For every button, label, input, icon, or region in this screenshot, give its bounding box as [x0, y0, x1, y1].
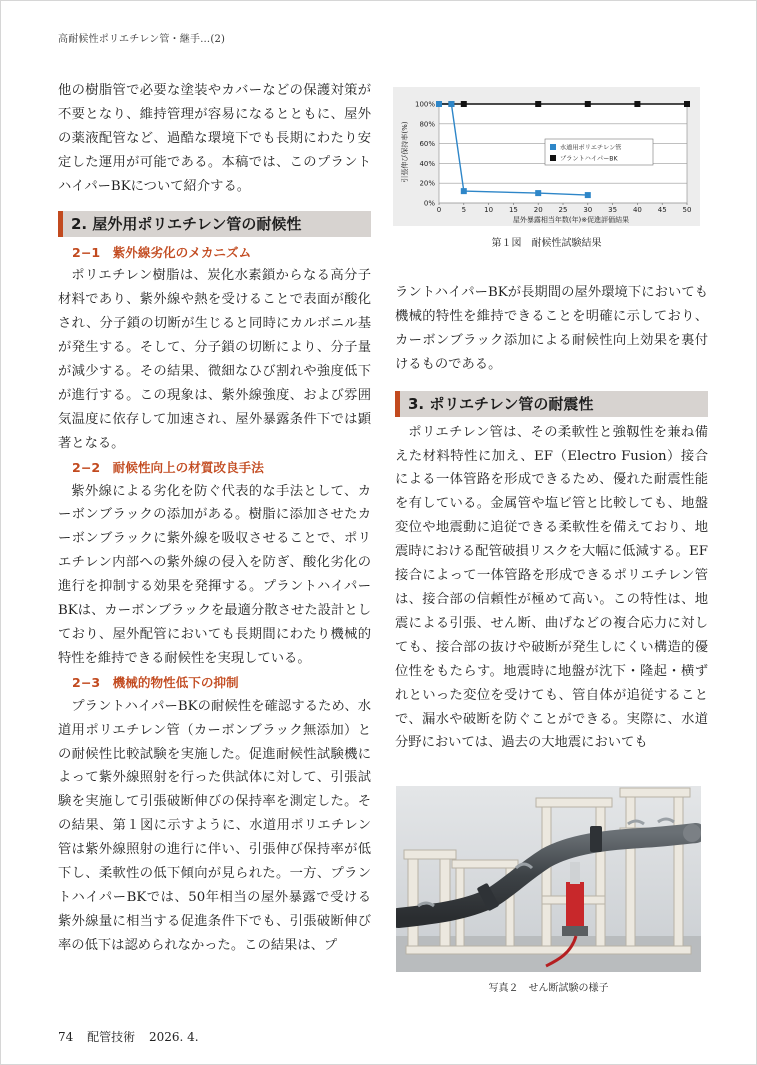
chart-point-series-2 — [634, 101, 640, 107]
chart-point-series-1 — [585, 192, 591, 198]
chart-legend-swatch — [550, 144, 556, 150]
chart-x-tick-label: 10 — [484, 206, 494, 214]
left-column — [58, 79, 371, 958]
chart-y-tick-label: 20% — [419, 179, 435, 188]
continuation-paragraph: ラントハイパーBKが長期間の屋外環境下においても機械的特性を維持できることを明確に示しており、カーボンブラック添加による耐候性向上効果を裏付けるものである。 — [395, 285, 708, 372]
issue-date: 2026. 4. — [148, 1030, 199, 1044]
chart-x-tick-label: 20 — [533, 206, 543, 214]
chart-y-tick-label: 0% — [423, 199, 435, 208]
figure-1-caption: 第１図 耐候性試験結果 — [491, 238, 602, 249]
intro-paragraph: 他の樹脂管で必要な塗装やカバーなどの保護対策が不要となり、維持管理が容易になるとともに、屋外の薬液配管など、過酷な環境下でも長期にわたり安定した運用が可能である。本稿では、このプラントハイパーBKについて紹介する。 — [58, 83, 371, 194]
chart-x-tick-label: 40 — [632, 206, 642, 214]
chart-x-tick-label: 5 — [461, 206, 467, 214]
chart-x-tick-label: 50 — [682, 206, 692, 214]
chart-point-series-2 — [461, 101, 467, 107]
figure-1-chart — [393, 87, 700, 226]
running-head: 高耐候性ポリエチレン管・継手…(2) — [58, 34, 226, 45]
chart-point-series-2 — [535, 101, 541, 107]
chart-x-tick-label: 30 — [583, 206, 593, 214]
shear-test-photo — [396, 786, 701, 972]
section-3-heading: 3. ポリエチレン管の耐震性 — [395, 391, 708, 417]
chart-point-series-1 — [461, 188, 467, 194]
chart-y-tick-label: 80% — [419, 120, 435, 129]
subsection-2-3-heading: 2−3 機械的物性低下の抑制 — [72, 674, 239, 690]
chart-legend-swatch — [550, 155, 556, 161]
chart-point-series-1 — [448, 101, 454, 107]
chart-point-series-1 — [436, 101, 442, 107]
subsection-2-1-heading: 2−1 紫外線劣化のメカニズム — [72, 244, 252, 260]
subsection-2-1-text: ポリエチレン樹脂は、炭化水素鎖からなる高分子材料であり、紫外線や熱を受けることで表面が酸化され、分子鎖の切断が生じると同時にカルボニル基が発生する。そして、分子鎖の切断により、分子量が減少する。その結果、微細なひび割れや強度低下が進行する。この現象は、紫外線強度、および雰囲気温度に依存して加速され、屋外暴露条件下では顕著となる。 — [58, 268, 371, 451]
photo-2-caption: 写真２ せん断試験の様子 — [488, 983, 609, 994]
chart-point-series-2 — [585, 101, 591, 107]
page-footer — [58, 1028, 209, 1045]
subsection-2-3-text: プラントハイパーBKの耐候性を確認するため、水道用ポリエチレン管（カーボンブラック無添加）との耐候性比較試験を実施した。促進耐候性試験機によって紫外線照射を行った供試体に対して、引張試験を実施して引張破断伸びの保持率を測定した。その結果、第１図に示すように、水道用ポリエチレン管は紫外線照射の進行に伴い、引張伸び保持率が低下し、柔軟性の低下傾向が見られた。一方、プラントハイパーBKでは、50年相当の屋外暴露で受ける紫外線量に相当する促進条件下でも、引張破断伸び率の低下は認められなかった。この結果は、プ — [58, 698, 371, 953]
chart-point-series-2 — [684, 101, 690, 107]
chart-y-axis-label: 引張伸び保持率(%) — [401, 121, 409, 183]
chart-y-tick-label: 100% — [414, 100, 435, 109]
page-number: 74 — [58, 1030, 74, 1044]
chart-legend-label: 水道用ポリエチレン管 — [560, 144, 622, 152]
chart-x-tick-label: 0 — [436, 206, 442, 214]
photo-2-shear-test — [396, 786, 701, 972]
section-3-text: ポリエチレン管は、その柔軟性と強靱性を兼ね備えた材料特性に加え、EF（Electro Fusion）接合による一体管路を形成できるため、優れた耐震性能を有している。金属管や塩ビ管と比較しても、地盤変位や地震動に追従できる柔軟性を備えており、地震時における配管破損リスクを大幅に低減する。EF接合によって一体管路を形成できるポリエチレン管は、接合部の信頼性が極めて高い。この特性は、地震による引張、せん断、曲げなどの複合応力に対しても、接合部の抜けや破断が発生しにくい構造的優位性をもたらす。地震時に地盤が沈下・隆起・横ずれといった変位を受けても、管自体が追従することで、漏水や破断を防ぐことができる。実際に、水道分野においては、過去の大地震においても — [395, 424, 708, 751]
chart-x-tick-label: 35 — [608, 206, 618, 214]
chart-svg — [393, 87, 700, 226]
chart-x-tick-label: 25 — [558, 206, 568, 214]
chart-point-series-1 — [535, 190, 541, 196]
chart-x-tick-label: 45 — [657, 206, 667, 214]
right-column — [395, 281, 708, 755]
subsection-2-2-heading: 2−2 耐候性向上の材質改良手法 — [72, 459, 264, 475]
magazine-title: 配管技術 — [87, 1030, 136, 1044]
chart-x-axis-label: 屋外暴露相当年数(年)※促進評価結果 — [512, 216, 630, 224]
chart-legend-label: プラントハイパーBK — [560, 155, 618, 163]
chart-y-tick-label: 60% — [419, 140, 435, 149]
chart-y-tick-label: 40% — [419, 159, 435, 168]
chart-x-tick-label: 15 — [508, 206, 518, 214]
section-2-heading: 2. 屋外用ポリエチレン管の耐候性 — [58, 211, 371, 237]
subsection-2-2-text: 紫外線による劣化を防ぐ代表的な手法として、カーボンブラックの添加がある。樹脂に添加させたカーボンブラックに紫外線を吸収させることで、ポリエチレン内部への紫外線の侵入を防ぎ、酸化劣化の進行を抑制する効果を発揮する。プラントハイパーBKは、カーボンブラックを最適分散させた設計としており、屋外配管においても長期間にわたり機械的特性を維持できる耐候性を実現している。 — [58, 483, 371, 666]
